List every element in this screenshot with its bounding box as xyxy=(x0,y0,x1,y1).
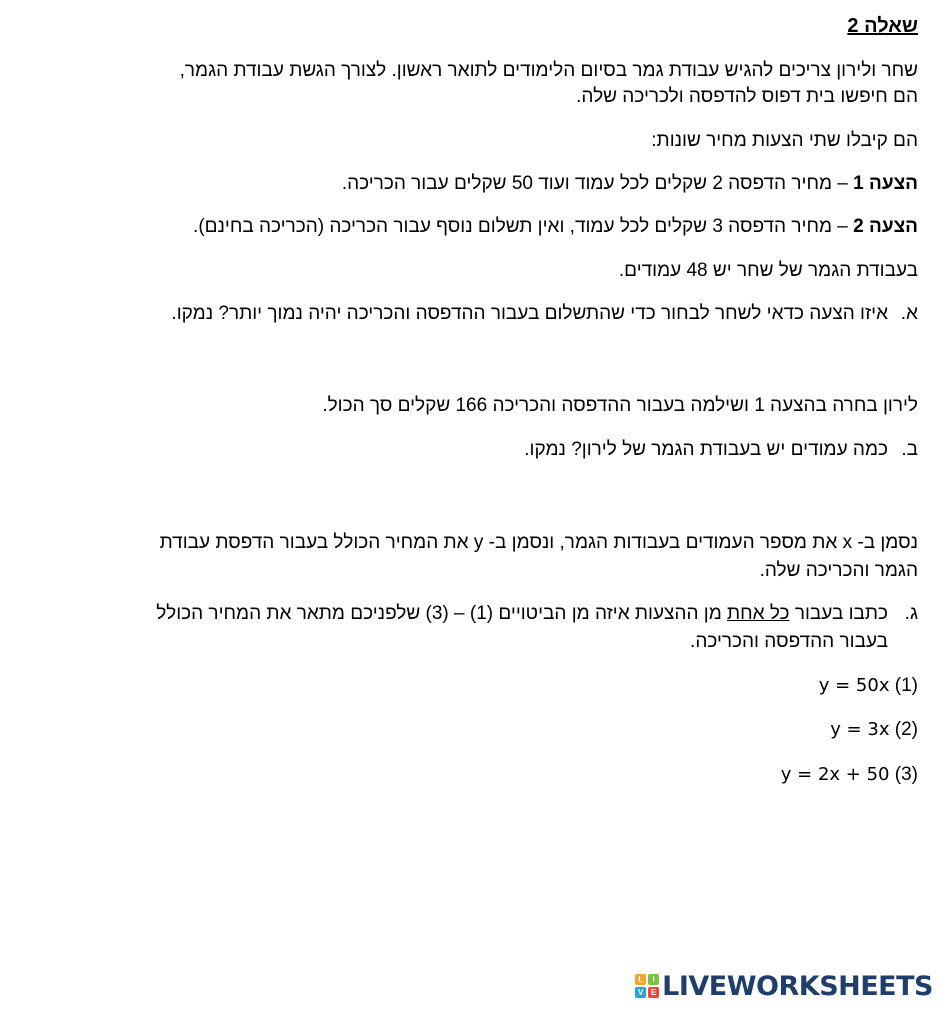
intro-line-1: שחר ולירון צריכים להגיש עבודת גמר בסיום הלימודים לתואר ראשון. לצורך הגשת עבודת הגמר, xyxy=(179,60,918,81)
part-c-underlined: כל אחת xyxy=(727,603,790,624)
expression-2-formula: y = 3x xyxy=(830,719,890,740)
part-c xyxy=(156,601,918,627)
expression-1 xyxy=(819,673,918,699)
part-b-text: כמה עמודים יש בעבודת הגמר של לירון? נמקו. xyxy=(524,439,888,460)
expression-2-num: (2) xyxy=(894,719,918,740)
offer-2-label: הצעה 2 xyxy=(853,216,918,237)
expression-3-formula: y = 2x + 50 xyxy=(780,764,890,785)
offer-2-text: – מחיר הדפסה 3 שקלים לכל עמוד, ואין תשלום נוסף עבור הכריכה (הכריכה בחינם). xyxy=(193,216,854,237)
part-a xyxy=(171,301,918,327)
offer-1-text: – מחיר הדפסה 2 שקלים לכל עמוד ועוד 50 שקלים עבור הכריכה. xyxy=(341,173,854,194)
part-b xyxy=(524,437,918,463)
liveworksheets-logo[interactable] xyxy=(635,972,933,1000)
logo-letter-l: L xyxy=(635,974,646,985)
liveworksheets-logo-text: LIVEWORKSHEETS xyxy=(662,970,933,1002)
offer-1 xyxy=(342,171,918,197)
intro-line-2: הם חיפשו בית דפוס להדפסה ולכריכה שלה. xyxy=(576,86,918,107)
expression-1-formula: y = 50x xyxy=(818,675,890,696)
offer-2 xyxy=(193,214,918,240)
part-a-marker: א. xyxy=(900,303,918,324)
part-c-text-before: כתבו בעבור xyxy=(789,603,888,624)
part-c-line-2: בעבור ההדפסה והכריכה. xyxy=(690,631,888,652)
notation-line-1: נסמן ב- x את מספר העמודים בעבודות הגמר, ונסמן ב- y את המחיר הכולל בעבור הדפסת עבודת xyxy=(159,532,918,553)
offer-1-label: הצעה 1 xyxy=(853,173,918,194)
expression-2 xyxy=(830,717,918,743)
expression-3 xyxy=(781,762,918,788)
logo-letter-e: E xyxy=(648,987,659,998)
question-title: שאלה 2 xyxy=(847,15,918,37)
logo-letter-i: I xyxy=(648,974,659,985)
part-a-text: איזו הצעה כדאי לשחר לבחור כדי שהתשלום בעבור ההדפסה והכריכה יהיה נמוך יותר? נמקו. xyxy=(171,303,888,324)
expression-1-num: (1) xyxy=(894,675,918,696)
part-c-text-after: מן ההצעות איזה מן הביטויים (1) – (3) שלפניכם מתאר את המחיר הכולל xyxy=(156,603,728,624)
part-b-marker: ב. xyxy=(901,439,918,460)
expression-3-num: (3) xyxy=(894,764,918,785)
notation-line-2: הגמר והכריכה שלה. xyxy=(759,560,918,581)
offers-intro: הם קיבלו שתי הצעות מחיר שונות: xyxy=(651,130,918,151)
logo-letter-v: V xyxy=(635,987,646,998)
liron-info: לירון בחרה בהצעה 1 ושילמה בעבור ההדפסה והכריכה 166 שקלים סך הכול. xyxy=(322,395,918,416)
shachar-pages: בעבודת הגמר של שחר יש 48 עמודים. xyxy=(618,260,918,281)
part-c-marker: ג. xyxy=(904,603,918,624)
liveworksheets-logo-icon xyxy=(635,974,659,998)
